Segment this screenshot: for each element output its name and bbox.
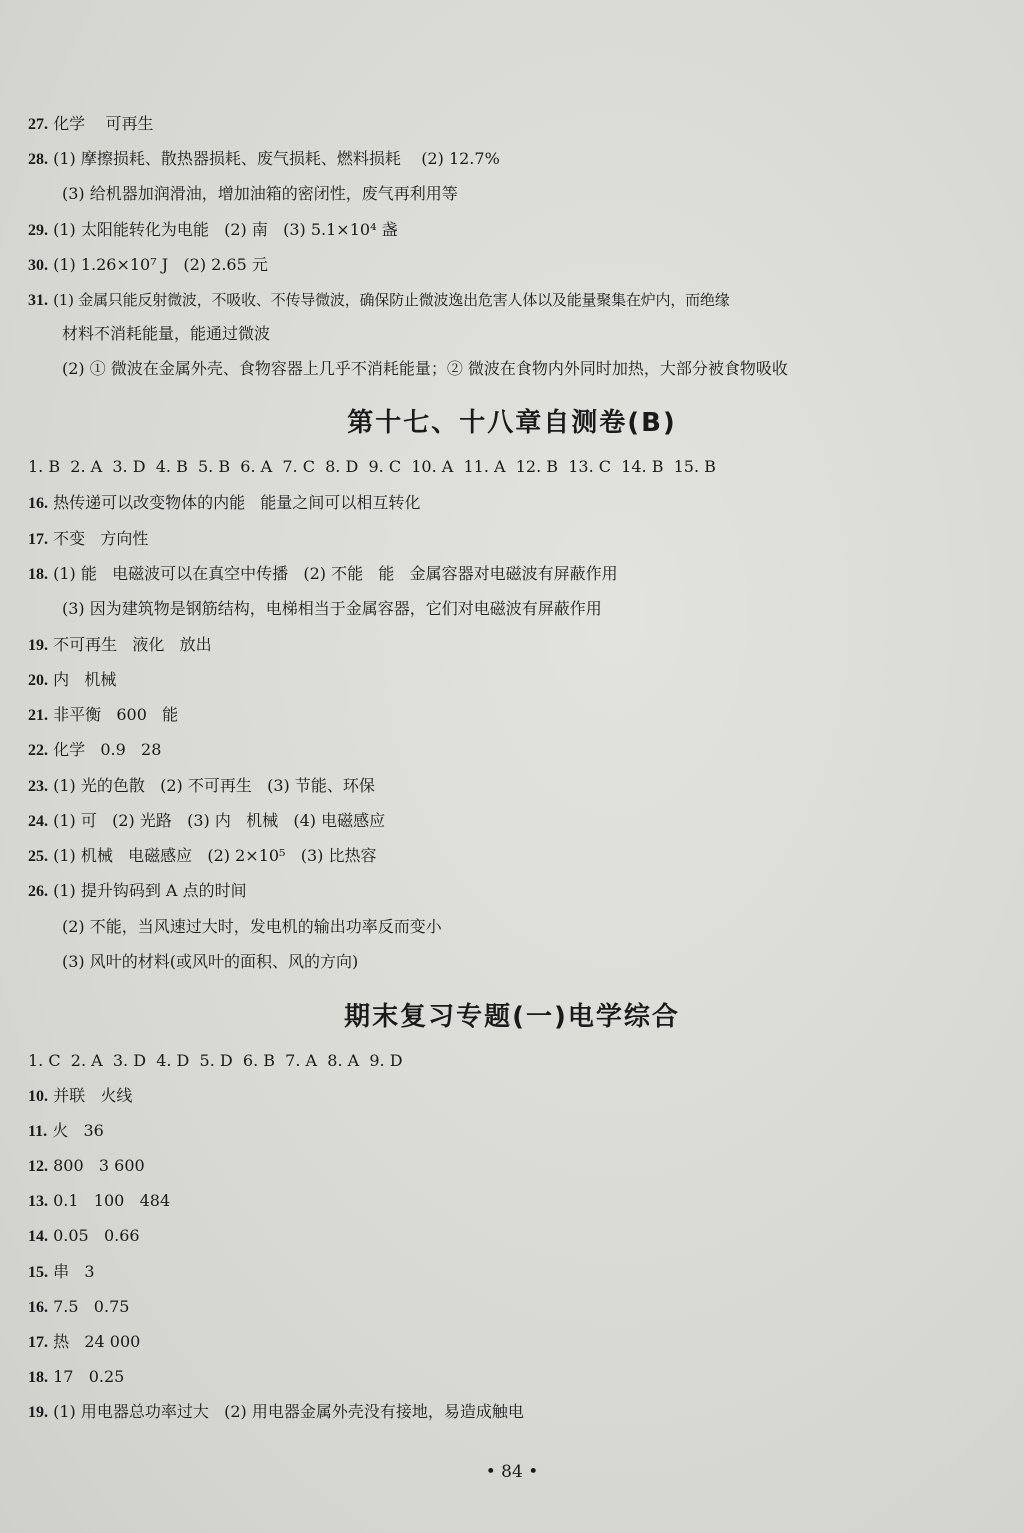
page-number: • 84 • bbox=[485, 1462, 539, 1482]
answer-line: 21. 非平衡 600 能 bbox=[28, 705, 179, 724]
answer-line: (2) ① 微波在金属外壳、食物容器上几乎不消耗能量；② 微波在食物内外同时加热，大部分被食物吸收 bbox=[62, 359, 788, 378]
answer-line: (3) 风叶的材料(或风叶的面积、风的方向) bbox=[62, 952, 359, 971]
answer-line: (2) 不能，当风速过大时，发电机的输出功率反而变小 bbox=[62, 917, 442, 936]
answer-line: 12. 800 3 600 bbox=[28, 1156, 145, 1175]
answer-line: 18. (1) 能 电磁波可以在真空中传播 (2) 不能 能 金属容器对电磁波有屏蔽作用 bbox=[28, 564, 618, 583]
answer-line: (3) 给机器加润滑油，增加油箱的密闭性，废气再利用等 bbox=[62, 184, 458, 203]
answer-line: 26. (1) 提升钩码到 A 点的时间 bbox=[28, 881, 247, 900]
answer-line: 29. (1) 太阳能转化为电能 (2) 南 (3) 5.1×10⁴ 盏 bbox=[28, 220, 398, 239]
answer-line: 30. (1) 1.26×10⁷ J (2) 2.65 元 bbox=[28, 255, 268, 274]
answer-line: 14. 0.05 0.66 bbox=[28, 1226, 140, 1245]
section-title: 第十七、十八章自测卷(B) bbox=[347, 408, 677, 438]
answer-line: 材料不消耗能量，能通过微波 bbox=[62, 324, 271, 343]
answer-line: 31. (1) 金属只能反射微波，不吸收、不传导微波，确保防止微波逸出危害人体以及能量聚集在炉内，而绝缘 bbox=[28, 291, 730, 309]
answer-line: 15. 串 3 bbox=[28, 1262, 95, 1281]
answer-line: 27. 化学 可再生 bbox=[28, 114, 154, 133]
answer-line: 19. (1) 用电器总功率过大 (2) 用电器金属外壳没有接地，易造成触电 bbox=[28, 1402, 524, 1421]
answer-line: 17. 不变 方向性 bbox=[28, 529, 149, 548]
answer-line: 28. (1) 摩擦损耗、散热器损耗、废气损耗、燃料损耗 (2) 12.7% bbox=[28, 149, 500, 168]
answer-line: 13. 0.1 100 484 bbox=[28, 1191, 171, 1210]
answer-line: 19. 不可再生 液化 放出 bbox=[28, 635, 212, 654]
answer-line: 20. 内 机械 bbox=[28, 670, 117, 689]
multiple-choice-answers: 1. C 2. A 3. D 4. D 5. D 6. B 7. A 8. A 9. D bbox=[28, 1051, 403, 1070]
answer-line: 24. (1) 可 (2) 光路 (3) 内 机械 (4) 电磁感应 bbox=[28, 811, 386, 830]
answer-line: 11. 火 36 bbox=[28, 1121, 104, 1140]
answer-line: 23. (1) 光的色散 (2) 不可再生 (3) 节能、环保 bbox=[28, 776, 375, 795]
answer-line: 18. 17 0.25 bbox=[28, 1367, 125, 1386]
answer-line: 16. 7.5 0.75 bbox=[28, 1297, 130, 1316]
answer-line: 22. 化学 0.9 28 bbox=[28, 740, 162, 759]
answer-line: (3) 因为建筑物是钢筋结构，电梯相当于金属容器，它们对电磁波有屏蔽作用 bbox=[62, 599, 602, 618]
answer-line: 25. (1) 机械 电磁感应 (2) 2×10⁵ (3) 比热容 bbox=[28, 846, 377, 865]
multiple-choice-answers: 1. B 2. A 3. D 4. B 5. B 6. A 7. C 8. D 9. C 10. A 11. A 12. B 13. C 14. B 15. B bbox=[28, 457, 716, 476]
answer-line: 10. 并联 火线 bbox=[28, 1086, 133, 1105]
answer-line: 16. 热传递可以改变物体的内能 能量之间可以相互转化 bbox=[28, 493, 421, 512]
answer-line: 17. 热 24 000 bbox=[28, 1332, 141, 1351]
section-title: 期末复习专题(一)电学综合 bbox=[344, 1002, 680, 1032]
